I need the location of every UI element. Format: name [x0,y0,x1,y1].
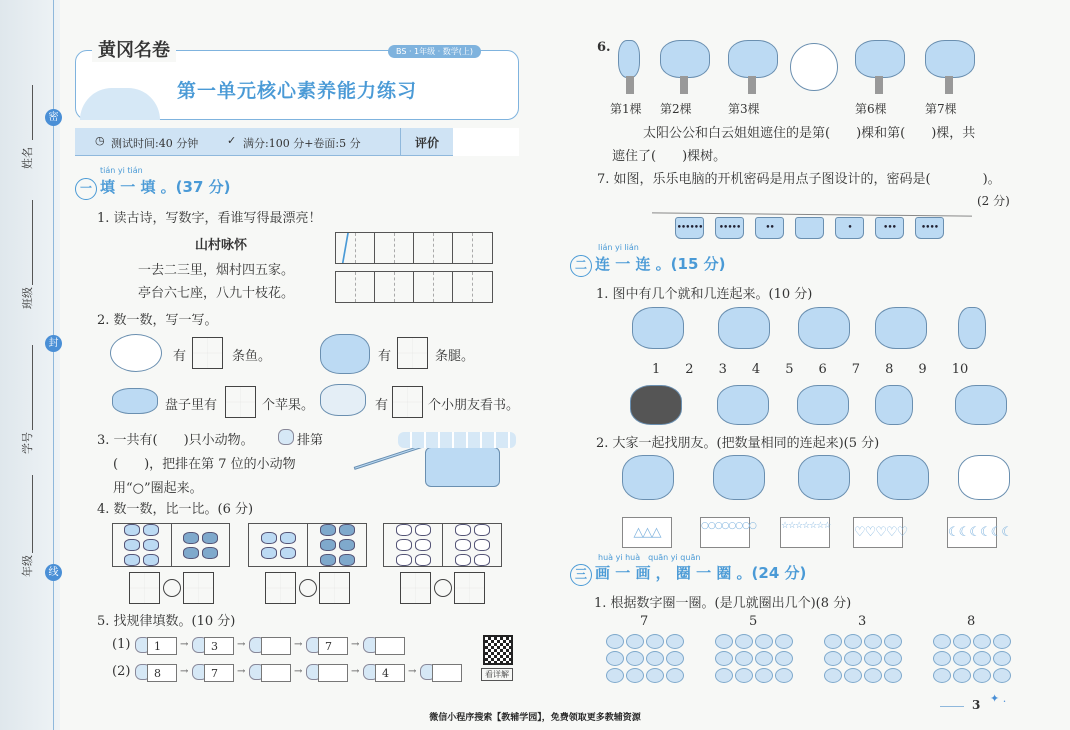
answer-box[interactable] [400,572,431,604]
target-number: 3 [858,614,867,629]
student-id-field[interactable] [32,345,33,430]
number-box[interactable] [318,664,348,682]
number-box[interactable]: 3 [204,637,234,655]
fruit-icon[interactable] [646,634,664,649]
fruit-icon[interactable] [666,668,684,683]
number-box[interactable]: 1 [147,637,177,655]
seal-mark: 密 [45,109,62,126]
compare-circle[interactable] [163,579,181,597]
animals-line-image [398,432,516,448]
fruit-icon[interactable] [824,634,842,649]
arrow-icon: → [294,639,303,650]
target-number: 7 [640,614,649,629]
count-picture [875,307,927,349]
writing-grid[interactable] [335,232,493,264]
count-picture [955,385,1007,425]
number-target[interactable]: 9 [918,362,927,377]
divider [940,706,964,707]
fruit-icon[interactable] [715,634,733,649]
dot-card: •••• [915,217,944,239]
tree-label: 第7棵 [925,102,957,116]
evaluation-label: 评价 [415,136,440,150]
fruit-icon[interactable] [715,668,733,683]
section-pinyin: lián yi lián [598,243,639,252]
question-5: 5. 找规律填数。(10 分) [97,614,236,629]
info-bar [75,128,519,156]
elephant-image [320,334,370,374]
shape-box[interactable]: ♡♡♡♡♡ [853,517,903,548]
number-target[interactable]: 8 [885,362,894,377]
seal-mark: 线 [45,564,62,581]
fruit-icon[interactable] [884,651,902,666]
number-box[interactable]: 4 [375,664,405,682]
fruit-cluster[interactable] [933,634,1011,683]
fruit-icon[interactable] [864,634,882,649]
count-picture [875,385,913,425]
fruit-icon[interactable] [715,651,733,666]
dot-card [795,217,824,239]
number-box[interactable]: 7 [204,664,234,682]
section-number: 一 [75,178,97,200]
tree-trunk-image [626,76,634,94]
poem-line: 亭台六七座，八九十枝花。 [138,286,295,301]
fruit-icon[interactable] [864,651,882,666]
number-target[interactable]: 1 [652,362,661,377]
fruit-icon[interactable] [646,668,664,683]
number-box[interactable] [375,637,405,655]
question-2-2: 2. 大家一起找朋友。(把数量相同的连起来)(5 分) [596,436,880,451]
fruit-icon[interactable] [844,651,862,666]
fruit-icon[interactable] [933,634,951,649]
count-text: 个小朋友看书。 [428,398,520,413]
check-icon: ✓ [227,134,237,147]
page-number: 3 [972,698,981,712]
compare-box [383,523,502,567]
children-reading-image [320,384,366,416]
tree-label: 第3棵 [728,102,760,116]
clock-icon: ◷ [95,134,105,147]
fruit-icon[interactable] [666,634,684,649]
arrow-icon: → [180,639,189,650]
fruit-icon[interactable] [884,668,902,683]
number-box[interactable]: 8 [147,664,177,682]
number-target[interactable]: 3 [718,362,727,377]
grade-label: 年级 [21,555,34,577]
arrow-icon: → [180,666,189,677]
fruit-icon[interactable] [824,668,842,683]
count-picture [798,455,850,500]
row-label: (1) [112,637,131,652]
fruit-icon[interactable] [735,668,753,683]
page-title: 第一单元核心素养能力练习 [176,80,417,102]
question-2-1: 1. 图中有几个就和几连起来。(10 分) [596,287,813,302]
count-picture [718,307,770,349]
answer-box[interactable] [129,572,160,604]
answer-box[interactable] [454,572,485,604]
name-label: 姓名 [21,147,34,169]
question-1: 1. 读古诗，写数字，看谁写得最漂亮！ [97,211,322,226]
logo: 黄冈名卷 [92,36,176,62]
evaluation-field[interactable] [453,128,519,156]
compare-circle[interactable] [434,579,452,597]
answer-box[interactable] [392,386,423,418]
arrow-icon: → [351,666,360,677]
fruit-icon[interactable] [993,634,1011,649]
tree-crown-image [618,40,640,78]
section-pinyin: huà yi huà quān yi quān [598,553,701,562]
arrow-icon: → [237,639,246,650]
dot-card: •••••• [675,217,704,239]
fruit-cluster[interactable] [606,634,684,683]
tree-crown-image [855,40,905,78]
question-3: 3. 一共有( )只小动物。 [97,433,254,448]
tree-crown-image [660,40,710,78]
dot-card: ••••• [715,217,744,239]
number-target[interactable]: 2 [685,362,694,377]
number-target[interactable]: 7 [851,362,861,377]
answer-box[interactable] [265,572,296,604]
count-picture [717,385,769,425]
question-6-text: 太阳公公和白云姐姐遮住的是第( )棵和第( )棵，共 [643,126,976,141]
fruit-cluster[interactable] [715,634,793,683]
fruit-icon[interactable] [993,651,1011,666]
seal-mark: 封 [45,335,62,352]
answer-box[interactable] [397,337,428,369]
number-box[interactable] [261,664,291,682]
fishbowl-image [110,334,162,372]
fruit-icon[interactable] [646,651,664,666]
row-label: (2) [112,664,131,679]
fruit-icon[interactable] [606,668,624,683]
fruit-icon[interactable] [973,668,991,683]
fruit-icon[interactable] [973,634,991,649]
fruit-icon[interactable] [606,651,624,666]
fruit-icon[interactable] [735,634,753,649]
elephant-slide-image [425,447,500,487]
fruit-icon[interactable] [626,668,644,683]
dot-card: ••• [875,217,904,239]
question-6-text: 遮住了( )棵树。 [612,149,727,164]
grade-field[interactable] [32,475,33,553]
count-picture [713,455,765,500]
number-box[interactable] [261,637,291,655]
fruit-icon[interactable] [755,668,773,683]
fruit-icon[interactable] [626,651,644,666]
fruit-icon[interactable] [775,668,793,683]
shape-box[interactable]: ☾☾☾☾☾☾ [947,517,997,548]
apples-image [112,388,158,414]
poem-line: 一去二三里，烟村四五家。 [138,263,295,278]
count-text: 有 [378,349,392,364]
qr-code [483,635,513,665]
fruit-icon[interactable] [884,634,902,649]
answer-box[interactable] [192,337,223,369]
number-target[interactable]: 10 [951,362,969,377]
count-picture [632,307,684,349]
fruit-icon[interactable] [775,634,793,649]
fruit-icon[interactable] [953,651,971,666]
tree-trunk-image [680,76,688,94]
sun-cloud-image [790,43,838,91]
divider [400,128,401,156]
cat-icon [278,429,294,445]
count-picture [877,455,929,500]
compare-circle[interactable] [299,579,317,597]
count-picture [798,307,850,349]
shape-box[interactable]: ☆☆☆☆☆☆☆ [780,517,830,548]
question-6: 6. [597,40,611,55]
target-number: 5 [749,614,758,629]
count-text: 个苹果。 [262,398,315,413]
compare-box [112,523,230,567]
question-3: ( )，把排在第 7 位的小动物 [113,457,296,472]
fruit-icon[interactable] [864,668,882,683]
section-3-header [570,562,806,586]
section-number: 二 [570,255,592,277]
tree-trunk-image [748,76,756,94]
student-id-label: 学号 [21,432,34,454]
target-number: 8 [967,614,976,629]
section-2-header [570,253,725,277]
fruit-icon[interactable] [953,668,971,683]
answer-box[interactable] [225,386,256,418]
shape-box[interactable]: △△△ [622,517,672,548]
full-score: 满分:100 分+卷面:5 分 [243,137,361,150]
arrow-icon: → [408,666,417,677]
question-2: 2. 数一数，写一写。 [97,313,218,328]
question-4: 4. 数一数，比一比。(6 分) [97,502,254,517]
arrow-icon: → [237,666,246,677]
name-field[interactable] [32,85,33,140]
tree-trunk-image [875,76,883,94]
count-picture [622,455,674,500]
count-picture [630,385,682,425]
fruit-icon[interactable] [844,668,862,683]
fruit-cluster[interactable] [824,634,902,683]
dot-card: •• [755,217,784,239]
count-text: 盘子里有 [165,398,218,413]
class-label: 班级 [21,287,34,309]
number-target[interactable]: 6 [818,362,827,377]
answer-box[interactable] [319,572,350,604]
number-box[interactable] [432,664,462,682]
tree-crown-image [728,40,778,78]
fruit-icon[interactable] [973,651,991,666]
tree-label: 第2棵 [660,102,692,116]
count-picture [797,385,849,425]
arrow-icon: → [294,666,303,677]
poem-title: 山村咏怀 [195,238,248,253]
section-title: 画 一 画 ， 圈 一 圈 。(24 分) [595,564,807,582]
question-3: 用“○”圈起来。 [113,481,203,496]
fruit-icon[interactable] [626,634,644,649]
count-text: 有 [375,398,389,413]
section-number: 三 [570,564,592,586]
arrow-icon: → [351,639,360,650]
question-7-score: (2 分) [977,194,1010,208]
question-3-1: 1. 根据数字圈一圈。(是几就圈出几个)(8 分) [594,596,852,611]
number-box[interactable]: 7 [318,637,348,655]
class-field[interactable] [32,200,33,285]
fruit-icon[interactable] [775,651,793,666]
number-target[interactable]: 5 [785,362,794,377]
fruit-icon[interactable] [666,651,684,666]
number-target[interactable]: 4 [751,362,761,377]
section-pinyin: tián yi tián [100,166,143,175]
test-time: 测试时间:40 分钟 [111,137,199,150]
writing-grid[interactable] [335,271,493,303]
tree-crown-image [925,40,975,78]
question-3: 排第 [297,433,324,448]
fruit-icon[interactable] [606,634,624,649]
qr-label: 看详解 [481,668,513,681]
compare-box [248,523,367,567]
shape-box[interactable]: ○○○○○○○○ [700,517,750,548]
sparkle-icon: ✦ . [990,692,1007,705]
fruit-icon[interactable] [993,668,1011,683]
dot-card: • [835,217,864,239]
section-title: 填 一 填 。(37 分) [100,178,231,196]
count-text: 条腿。 [435,349,475,364]
footer-ad: 微信小程序搜索【教辅学园】，免费领取更多教辅资源 [429,713,641,723]
count-text: 有 [173,349,187,364]
grade-badge: BS · 1年级 · 数学(上) [388,45,481,58]
fruit-icon[interactable] [755,651,773,666]
answer-box[interactable] [183,572,214,604]
fruit-icon[interactable] [933,651,951,666]
fruit-icon[interactable] [953,634,971,649]
section-title: 连 一 连 。(15 分) [595,255,726,273]
fruit-icon[interactable] [755,634,773,649]
fruit-icon[interactable] [933,668,951,683]
question-7: 7. 如图，乐乐电脑的开机密码是用点子图设计的，密码是( )。 [597,172,1001,187]
count-picture [958,307,986,349]
count-picture [958,455,1010,500]
tree-label: 第6棵 [855,102,887,116]
tree-label: 第1棵 [610,102,642,116]
fruit-icon[interactable] [735,651,753,666]
count-text: 条鱼。 [232,349,272,364]
fruit-icon[interactable] [824,651,842,666]
tree-trunk-image [945,76,953,94]
fruit-icon[interactable] [844,634,862,649]
section-1-header [75,176,230,200]
